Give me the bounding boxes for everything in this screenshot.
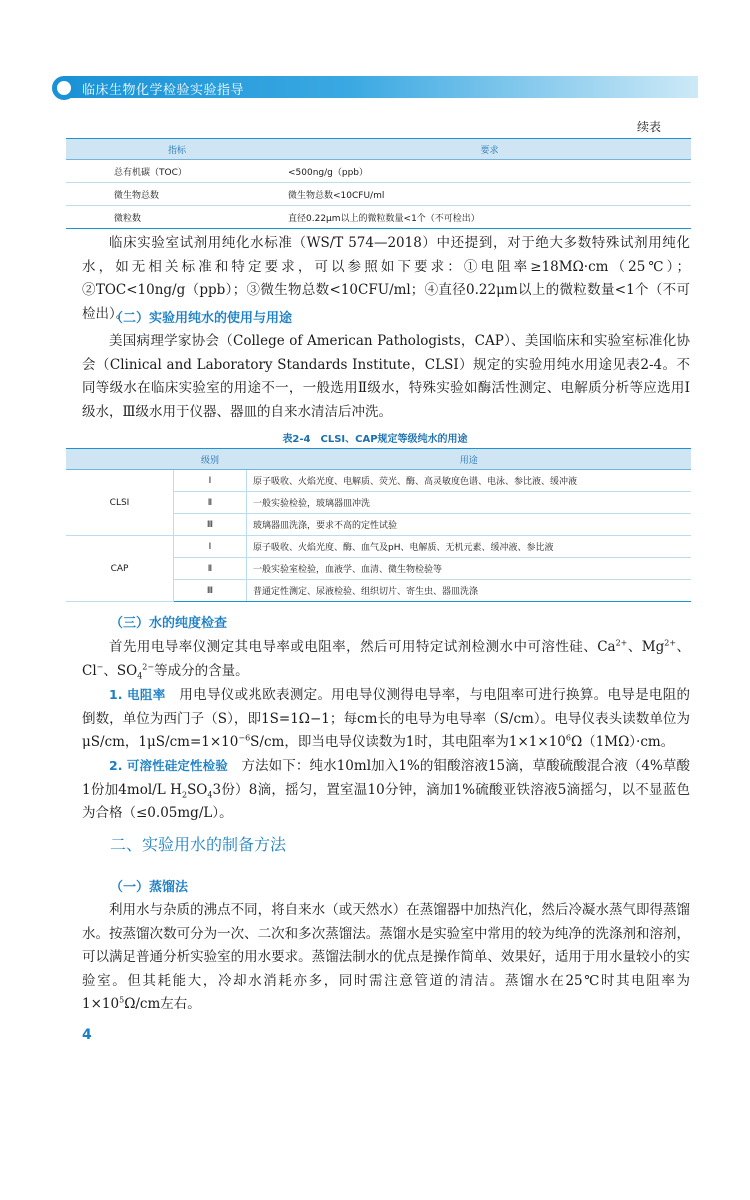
item-lead: 1. 电阻率	[109, 687, 166, 702]
chapter-heading: 二、实验用水的制备方法	[110, 835, 287, 854]
table-row: 总有机碳（TOC） <500ng/g（ppb）	[66, 160, 691, 183]
table-header	[66, 449, 174, 470]
paragraph: 利用水与杂质的沸点不同，将自来水（或天然水）在蒸馏器中加热汽化，然后冷凝水蒸气即得蒸馏水。按蒸馏次数可分为一次、二次和多次蒸馏法。蒸馏水是实验室中常用的较为纯净的洗涤剂和溶剂，可以满足普通分析实验室的用水要求。蒸馏法制水的优点是操作简单、效果好，适用于用水量较小的实验室。但其耗能大，冷却水消耗亦多，同时需注意管道的清洁。蒸馏水在25℃时其电阻率为$1\times 10^5\Omega/cm$左右。	[82, 902, 690, 1012]
running-header	[52, 76, 698, 100]
item-lead: 2. 可溶性硅定性检验	[109, 758, 228, 773]
header-title: 临床生物化学检验实验指导	[82, 83, 245, 98]
water-grade-usage-table	[66, 448, 691, 602]
table-row: Ⅱ 一般实验检验，玻璃器皿冲洗	[66, 492, 691, 514]
table-row: Ⅲ 玻璃器皿洗涤，要求不高的定性试验	[66, 514, 691, 536]
table-row: CAP Ⅰ 原子吸收、火焰光度、酶、血气及pH、电解质、无机元素、缓冲液、参比液	[66, 536, 691, 558]
org-cell: CLSI	[66, 470, 174, 536]
paragraph: 1. 电阻率 用电导仪或兆欧表测定。用电导仪测得电导率，与电阻率可进行换算。电导是电阻的倒数，单位为西门子（S），即1S=1Ω−1；每cm长的电导为电导率（S/cm）。电导仪表头读数单位为μS/cm，$1\mu S/cm=1\times 10^{-6}S/cm$，即当电导仪读数为1时，其电阻率为$1\times 1\times 10^6\Omega(1M\Omega)\cdot cm$。	[82, 687, 690, 750]
section-heading: （二）实验用纯水的使用与用途	[110, 311, 293, 326]
table-header: 要求	[288, 139, 691, 160]
table-header: 用途	[247, 449, 692, 470]
table-row: Ⅱ 一般实验室检验，血液学、血清、微生物检验等	[66, 558, 691, 580]
org-cell: CAP	[66, 536, 174, 602]
table-header: 指标	[66, 139, 288, 160]
paragraph: 美国病理学家协会（College of American Pathologists，CAP）、美国临床和实验室标准化协会（Clinical and Laboratory Standards Institute，CLSI）规定的实验用纯水用途见表2-4。不同等级水在临床实验室的用途不一，一般选用Ⅱ级水，特殊实验如酶活性测定、电解质分析等应选用Ⅰ级水，Ⅲ级水用于仪器、器皿的自来水清洁后冲洗。	[82, 333, 690, 420]
table-row: CLSI Ⅰ 原子吸收、火焰光度、电解质、荧光、酶、高灵敏度色谱、电泳、参比液、缓冲液	[66, 470, 691, 492]
page-number: 4	[82, 1027, 92, 1043]
table-row: 微粒数 直径0.22μm以上的微粒数量<1个（不可检出）	[66, 206, 691, 229]
section-heading: （一）蒸馏法	[110, 880, 189, 895]
purity-requirements-table	[66, 138, 691, 229]
header-circle-icon	[52, 76, 76, 100]
table-header: 级别	[174, 449, 247, 470]
section-heading: （三）水的纯度检查	[110, 616, 228, 631]
table-caption: 表2-4 CLSI、CAP规定等级纯水的用途	[282, 434, 468, 445]
paragraph: 首先用电导率仪测定其电导率或电阻率，然后可用特定试剂检测水中可溶性硅、$Ca^{2+}$、$Mg^{2+}$、Cl−、$SO_4^{2-}$等成分的含量。	[82, 638, 690, 681]
table-row: Ⅲ 普通定性测定、尿液检验、组织切片、寄生虫、器皿洗涤	[66, 580, 691, 602]
paragraph: 临床实验室试剂用纯化水标准（WS/T 574—2018）中还提到，对于绝大多数特殊试剂用纯化水，如无相关标准和特定要求，可以参照如下要求：①电阻率≥18MΩ·cm（25℃）；②TOC<10ng/g（ppb）；③微生物总数<10CFU/ml；④直径0.22μm以上的微粒数量<1个（不可检出）。	[82, 235, 690, 322]
paragraph: 2. 可溶性硅定性检验 方法如下：纯水10ml加入1%的钼酸溶液15滴，草酸硫酸混合液（4%草酸1份加4mol/L $H_2SO_43$份）8滴，摇匀，置室温10分钟，滴加1%硫酸亚铁溶液5滴摇匀，以不显蓝色为合格（≤0.05mg/L）。	[82, 758, 690, 821]
table-row: 微生物总数 微生物总数<10CFU/ml	[66, 183, 691, 206]
table-continued-label: 续表	[637, 120, 662, 134]
